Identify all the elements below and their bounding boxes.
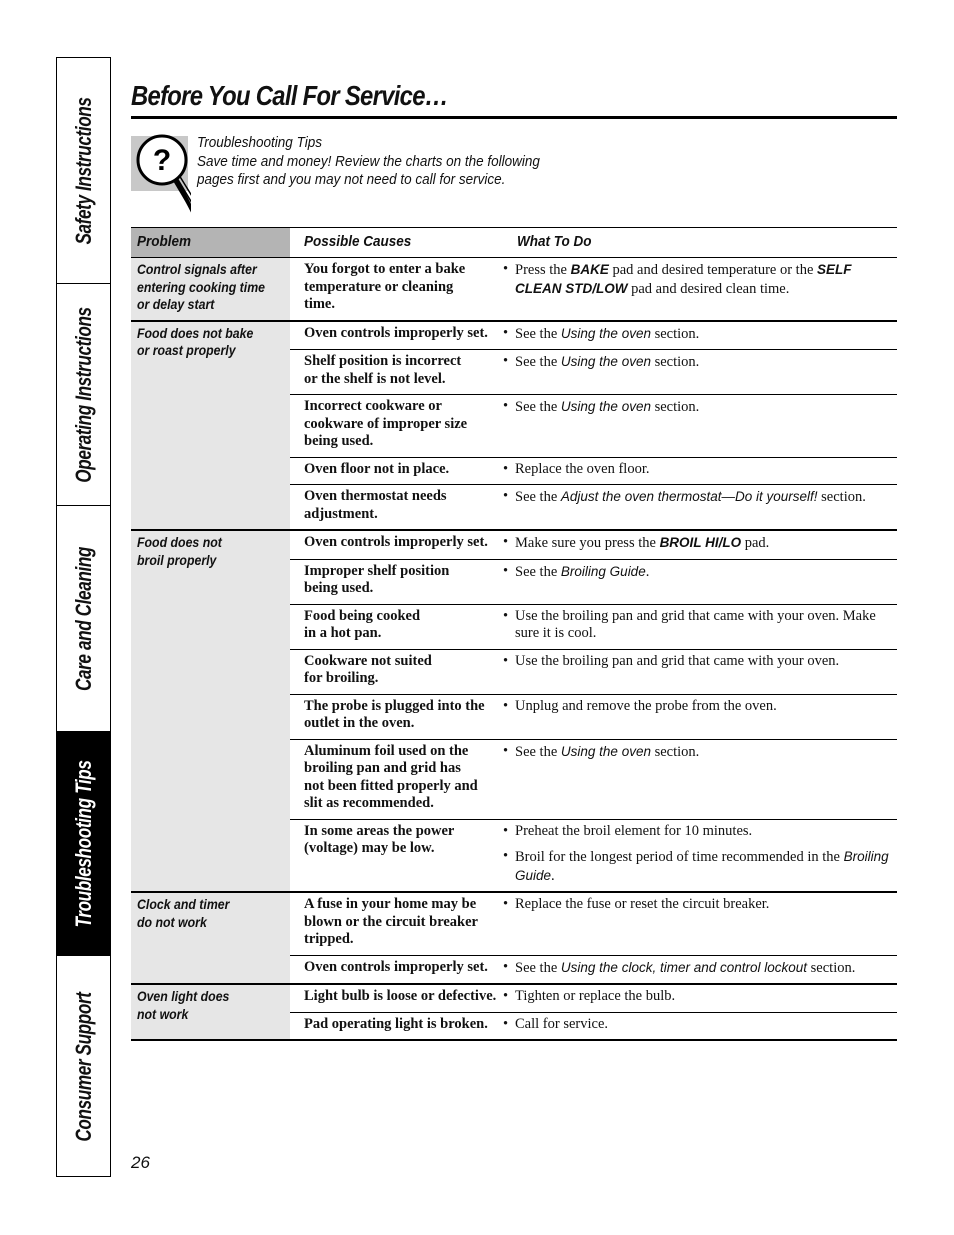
action-text: See the bbox=[515, 399, 561, 415]
tab-safety-instructions[interactable] bbox=[57, 58, 110, 284]
section-reference: Using the oven bbox=[560, 743, 651, 759]
action-text: See the bbox=[515, 489, 561, 505]
what-to-do bbox=[503, 985, 897, 1012]
tab-operating-instructions[interactable] bbox=[57, 284, 110, 506]
problem-label: Food does not broil properly bbox=[137, 534, 222, 568]
possible-cause: Oven thermostat needs adjustment. bbox=[304, 488, 447, 522]
possible-cause: Incorrect cookware or cookware of improper size being used. bbox=[304, 398, 468, 449]
section-reference: Adjust the oven thermostat—Do it yourself! bbox=[560, 489, 818, 504]
table-body bbox=[131, 258, 897, 1041]
section-tabs bbox=[56, 57, 111, 1177]
control-pad-name: BAKE bbox=[570, 262, 609, 277]
problem-cell bbox=[131, 322, 290, 530]
possible-cause: Cookware not suited for broiling. bbox=[304, 652, 432, 686]
action-text: pad. bbox=[741, 535, 770, 551]
action-text: Make sure you press the bbox=[515, 535, 660, 551]
control-pad-name: BROIL HI/LO bbox=[659, 535, 742, 550]
what-to-do bbox=[503, 695, 897, 739]
question-magnifier-icon bbox=[131, 134, 191, 220]
what-to-do bbox=[503, 605, 897, 649]
page-number: 26 bbox=[131, 1153, 150, 1172]
troubleshooting-tips-intro bbox=[197, 134, 575, 190]
problem-group bbox=[131, 893, 897, 985]
what-to-do bbox=[503, 395, 897, 457]
possible-cause: You forgot to enter a bake temperature or cleaning time. bbox=[304, 261, 466, 312]
what-to-do bbox=[503, 258, 897, 320]
action-text: See the bbox=[515, 563, 561, 580]
action-bullet bbox=[503, 261, 897, 298]
what-to-do bbox=[503, 1013, 897, 1040]
action-text: . bbox=[551, 867, 555, 884]
section-reference: Broiling Guide bbox=[560, 563, 646, 579]
action-text: section. bbox=[650, 399, 700, 415]
action-text: section. bbox=[650, 743, 700, 760]
action-bullet bbox=[503, 488, 897, 507]
table-row bbox=[290, 695, 897, 740]
table-row bbox=[290, 893, 897, 956]
tab-label: Troubleshooting Tips bbox=[70, 760, 96, 927]
table-header bbox=[131, 227, 897, 258]
page-title: Before You Call For Service… bbox=[131, 80, 448, 111]
problem-cell bbox=[131, 893, 290, 983]
table-row bbox=[290, 395, 897, 458]
table-row bbox=[290, 531, 897, 560]
action-text: pad and desired temperature or the bbox=[608, 262, 818, 278]
action-text: Tighten or replace the bulb. bbox=[515, 988, 676, 1004]
action-bullet bbox=[503, 988, 897, 1006]
problem-cell bbox=[131, 258, 290, 320]
action-text: section. bbox=[817, 489, 866, 505]
problem-label: Oven light does not work bbox=[137, 988, 230, 1022]
problem-label: Clock and timer do not work bbox=[137, 896, 230, 930]
action-bullet bbox=[503, 534, 897, 553]
possible-cause: In some areas the power (voltage) may be low. bbox=[304, 822, 455, 856]
table-row bbox=[290, 258, 897, 320]
control-pad-name: SELF CLEAN STD/LOW bbox=[515, 262, 852, 296]
possible-cause: Oven controls improperly set. bbox=[304, 324, 488, 341]
tab-label: Consumer Support bbox=[70, 992, 96, 1142]
tips-line: pages first and you may not need to call for service. bbox=[197, 171, 506, 188]
what-to-do bbox=[503, 560, 897, 604]
action-bullet bbox=[503, 848, 897, 885]
action-bullet bbox=[503, 653, 897, 671]
action-text: See the bbox=[515, 743, 561, 760]
table-row bbox=[290, 458, 897, 486]
what-to-do bbox=[503, 820, 897, 892]
what-to-do bbox=[503, 740, 897, 819]
possible-cause: The probe is plugged into the outlet in the oven. bbox=[304, 697, 485, 731]
problem-group bbox=[131, 531, 897, 893]
action-bullet bbox=[503, 698, 897, 716]
action-text: Broil for the longest period of time recommended in the bbox=[515, 849, 844, 865]
table-row bbox=[290, 485, 897, 529]
problem-label: Control signals after entering cooking time or delay start bbox=[137, 261, 266, 312]
action-text: See the bbox=[515, 325, 561, 342]
action-bullet bbox=[503, 353, 897, 372]
action-text: section. bbox=[650, 354, 700, 370]
action-text: Replace the fuse or reset the circuit breaker. bbox=[515, 896, 770, 912]
section-reference: Using the oven bbox=[560, 354, 651, 369]
problem-group bbox=[131, 258, 897, 322]
header-possible-causes: Possible Causes bbox=[304, 233, 412, 250]
cause-rows bbox=[290, 531, 897, 891]
possible-cause: Pad operating light is broken. bbox=[304, 1015, 488, 1032]
possible-cause: A fuse in your home may be blown or the circuit breaker tripped. bbox=[304, 896, 478, 947]
tab-care-and-cleaning[interactable] bbox=[57, 506, 110, 732]
what-to-do bbox=[503, 350, 897, 394]
header-what-to-do: What To Do bbox=[517, 233, 592, 250]
tips-line: Save time and money! Review the charts on the following bbox=[197, 152, 540, 170]
what-to-do bbox=[503, 485, 897, 529]
tab-label: Safety Instructions bbox=[70, 96, 96, 245]
cause-rows bbox=[290, 322, 897, 530]
possible-cause: Aluminum foil used on the broiling pan and grid has not been fitted properly and slit as recommended. bbox=[304, 742, 478, 811]
svg-text:?: ? bbox=[152, 144, 172, 177]
action-text: pad and desired clean time. bbox=[627, 280, 790, 297]
action-bullet bbox=[503, 959, 897, 978]
action-text: Preheat the broil element for 10 minutes. bbox=[515, 822, 753, 839]
action-text: section. bbox=[650, 325, 700, 342]
section-reference: Using the oven bbox=[560, 325, 651, 341]
table-row bbox=[290, 350, 897, 395]
problem-label: Food does not bake or roast properly bbox=[137, 324, 254, 358]
table-row bbox=[290, 740, 897, 820]
table-row bbox=[290, 1013, 897, 1040]
table-row bbox=[290, 985, 897, 1013]
what-to-do bbox=[503, 531, 897, 559]
cause-rows bbox=[290, 893, 897, 983]
action-text: Call for service. bbox=[515, 1015, 609, 1032]
header-problem: Problem bbox=[137, 233, 192, 250]
action-bullet bbox=[503, 743, 897, 762]
section-reference: Using the oven bbox=[560, 399, 651, 414]
action-text: Replace the oven floor. bbox=[515, 460, 650, 477]
what-to-do bbox=[503, 893, 897, 955]
action-bullet bbox=[503, 608, 897, 643]
table-row bbox=[290, 560, 897, 605]
table-row bbox=[290, 650, 897, 695]
possible-cause: Oven controls improperly set. bbox=[304, 534, 488, 550]
problem-cell bbox=[131, 531, 290, 891]
possible-cause: Light bulb is loose or defective. bbox=[304, 988, 497, 1004]
action-text: See the bbox=[515, 959, 561, 976]
tips-heading: Troubleshooting Tips bbox=[197, 134, 322, 151]
possible-cause: Improper shelf position being used. bbox=[304, 562, 450, 596]
section-reference: Broiling Guide bbox=[515, 849, 889, 883]
title-rule bbox=[131, 116, 897, 119]
what-to-do bbox=[503, 650, 897, 694]
possible-cause: Food being cooked in a hot pan. bbox=[304, 607, 421, 641]
action-bullet bbox=[503, 325, 897, 344]
what-to-do bbox=[503, 458, 897, 485]
cause-rows bbox=[290, 258, 897, 320]
tab-troubleshooting-tips[interactable] bbox=[57, 732, 110, 956]
table-row bbox=[290, 322, 897, 351]
possible-cause: Oven controls improperly set. bbox=[304, 958, 488, 975]
action-text: section. bbox=[807, 959, 856, 976]
problem-group bbox=[131, 985, 897, 1041]
tab-label: Care and Cleaning bbox=[70, 546, 96, 691]
action-bullet bbox=[503, 563, 897, 582]
header-problem-cell bbox=[131, 228, 290, 257]
action-text: Press the bbox=[515, 262, 571, 278]
action-bullet bbox=[503, 398, 897, 417]
problem-group bbox=[131, 322, 897, 532]
what-to-do bbox=[503, 322, 897, 350]
action-text: See the bbox=[515, 354, 561, 370]
table-row bbox=[290, 956, 897, 984]
troubleshooting-table bbox=[131, 227, 897, 1041]
table-row bbox=[290, 820, 897, 892]
what-to-do bbox=[503, 956, 897, 984]
action-text: . bbox=[645, 563, 650, 580]
section-reference: Using the clock, timer and control lockout bbox=[560, 959, 808, 975]
action-bullet bbox=[503, 823, 897, 841]
tab-label: Operating Instructions bbox=[70, 306, 96, 483]
possible-cause: Shelf position is incorrect or the shelf is not level. bbox=[304, 353, 462, 387]
action-text: Use the broiling pan and grid that came with your oven. Make sure it is cool. bbox=[515, 607, 876, 641]
table-row bbox=[290, 605, 897, 650]
action-bullet bbox=[503, 1016, 897, 1034]
action-bullet bbox=[503, 896, 897, 914]
action-text: Unplug and remove the probe from the oven. bbox=[515, 697, 777, 714]
possible-cause: Oven floor not in place. bbox=[304, 460, 450, 477]
cause-rows bbox=[290, 985, 897, 1039]
tab-consumer-support[interactable] bbox=[57, 956, 110, 1178]
action-text: Use the broiling pan and grid that came with your oven. bbox=[515, 652, 840, 669]
action-bullet bbox=[503, 461, 897, 479]
problem-cell bbox=[131, 985, 290, 1039]
